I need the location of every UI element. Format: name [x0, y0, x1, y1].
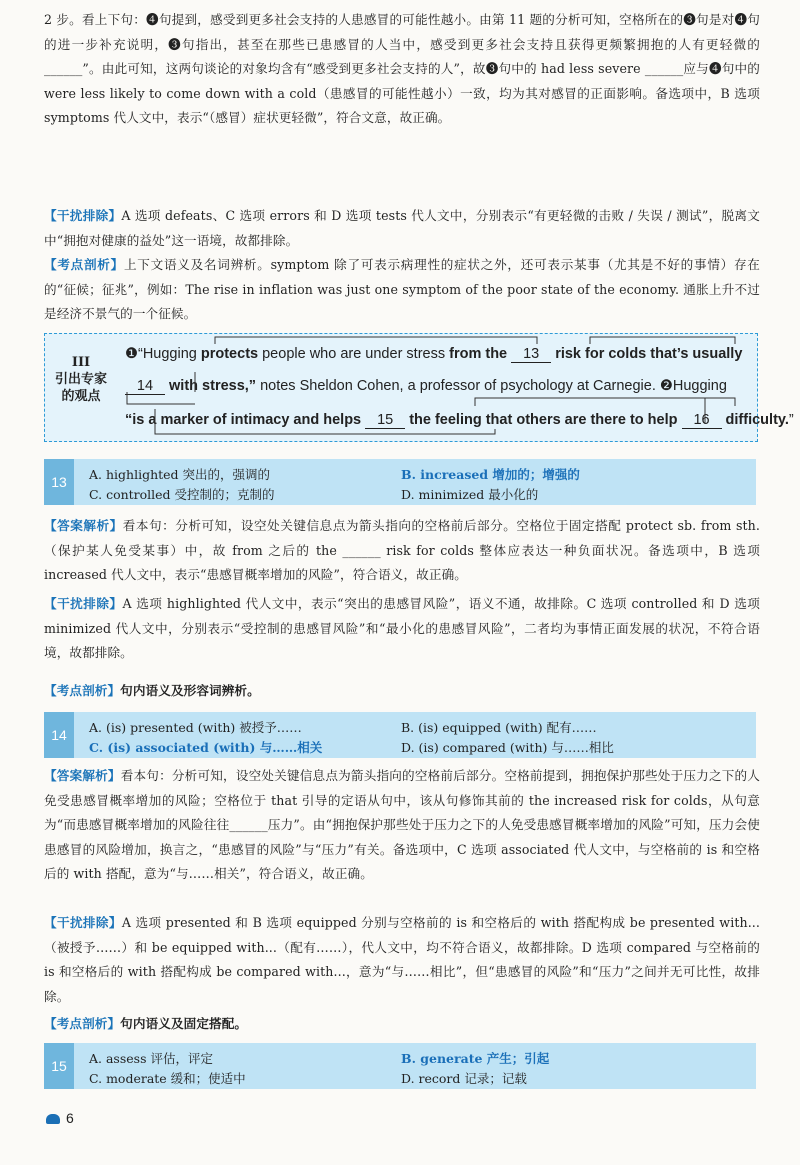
options-q13: [44, 459, 756, 505]
passage-line-1: ❶“Hugging protects people who are under stress from the 13 risk for colds that’s usually: [125, 346, 743, 362]
option-a: A. highlighted 突出的，强调的: [89, 467, 271, 482]
passage-line-2: 14 with stress,” notes Sheldon Cohen, a professor of psychology at Carnegie. ❷Hugging: [125, 378, 727, 395]
section-tag: 【考点剖析】: [44, 257, 124, 272]
paragraph-q14-distractor: 【干扰排除】A 选项 presented 和 B 选项 equipped 分别与空格前的 is 和空格后的 with 搭配构成 be presented with...（被授予……）和 be equipped with...（配有……），代人文中，均不符合语义，故都排除。D 选项 compared 与空格前的 is 和空格后的 with 搭配构成 be compared with...，意为“与……相比”，但“患感冒的风险”和“压力”之间并无可比性，故排除。: [44, 915, 761, 1004]
blank-15: 15: [365, 412, 405, 429]
question-number: 15: [44, 1043, 74, 1089]
blank-13: 13: [511, 346, 551, 363]
options-q14: [44, 712, 756, 758]
options-q15: [44, 1043, 756, 1089]
passage-box: [44, 333, 794, 442]
blank-14: 14: [125, 378, 165, 395]
option-b: B. (is) equipped (with) 配有……: [401, 720, 597, 735]
section-tag: 【答案解析】: [44, 768, 121, 783]
section-tag: 【答案解析】: [44, 518, 123, 533]
passage-line-3: “is a marker of intimacy and helps 15 the feeling that others are there to help 16 difficulty.”: [125, 412, 794, 428]
paragraph-q13-distractor: 【干扰排除】A 选项 highlighted 代人文中，表示“突出的患感冒风险”，语义不通，故排除。C 选项 controlled 和 D 选项 minimized 代人文中，分别表示“受控制的患感冒风险”和“最小化的患感冒风险”，二者均为事情正面发展的状况，不符合语境，故都排除。: [44, 596, 760, 660]
option-b-correct: B. generate 产生；引起: [401, 1051, 550, 1066]
paragraph-q14-point: 【考点剖析】句内语义及固定搭配。: [44, 1016, 248, 1031]
option-c: C. controlled 受控制的；克制的: [89, 487, 275, 502]
paragraph-q12-analysis: 2 步。看上下句：❹句提到，感受到更多社会支持的人患感冒的可能性越小。由第 11 题的分析可知，空格所在的❸句是对❹句的进一步补充说明，❸句指出，甚至在那些已患感冒的人当中，感受到更多社会支持且获得更频繁拥抱的人有更轻微的______”。由此可知，这两句谈论的对象均含有“感受到更多社会支持的人”，故❸句中的 had less severe ______应与❹句中的 were less likely to come down with a cold（患感冒的可能性越小）一致，均为其对感冒的正面影响。备选项中，B 选项 symptoms 代人文中，表示“（感冒）症状更轻微”，符合文意，故正确。: [44, 12, 760, 125]
option-d: D. minimized 最小化的: [401, 487, 539, 502]
section-tag: 【干扰排除】: [44, 208, 122, 223]
paragraph-q12-distractor: 【干扰排除】A 选项 defeats、C 选项 errors 和 D 选项 tests 代人文中，分别表示“有更轻微的击败 / 失误 / 测试”，脱离文中“拥抱对健康的益处”这一语境，故都排除。: [44, 208, 761, 248]
option-a: A. assess 评估，评定: [89, 1051, 213, 1066]
option-d: D. record 记录；记载: [401, 1071, 527, 1086]
section-tag: 【考点剖析】: [44, 1016, 121, 1031]
page-footer: [46, 1110, 74, 1126]
connector-arrows: [45, 334, 757, 441]
book-icon: [46, 1114, 60, 1124]
blank-16: 16: [682, 412, 722, 429]
paragraph-q13-analysis: 【答案解析】看本句：分析可知，设空处关键信息点为箭头指向的空格前后部分。空格位于固定搭配 protect sb. from sth.（保护某人免受某事）中，故 from 之后的 the ______ risk for colds 整体应表达一种负面状况。备选项中，B 选项 increased 代人文中，表示“患感冒概率增加的风险”，符合语义，故正确。: [44, 518, 760, 582]
paragraph-q12-point: 【考点剖析】上下文语义及名词辨析。symptom 除了可表示病理性的症状之外，还可表示某事（尤其是不好的事情）存在的“征候；征兆”，例如：The rise in inflation was just one symptom of the poor state of the economy. 通胀上升不过是经济不景气的一个征候。: [44, 257, 760, 321]
section-tag: 【考点剖析】: [44, 683, 121, 698]
question-number: 14: [44, 712, 74, 758]
option-c-correct: C. (is) associated (with) 与……相关: [89, 740, 323, 755]
section-tag: 【干扰排除】: [44, 596, 123, 611]
option-d: D. (is) compared (with) 与……相比: [401, 740, 614, 755]
option-c: C. moderate 缓和；使适中: [89, 1071, 246, 1086]
paragraph-q13-point: 【考点剖析】句内语义及形容词辨析。: [44, 683, 260, 698]
page-number: 6: [66, 1110, 74, 1126]
paragraph-q14-analysis: 【答案解析】看本句：分析可知，设空处关键信息点为箭头指向的空格前后部分。空格前提到，拥抱保护那些处于压力之下的人免受患感冒概率增加的风险；空格位于 that 引导的定语从句中，该从句修饰其前的 the increased risk for colds，从句意为“而患感冒概率增加的风险往往______压力”。由“拥抱保护那些处于压力之下的人免受患感冒概率增加的风险”可知，压力会使患感冒的风险增加，换言之，“患感冒的风险”与“压力”有关。备选项中，C 选项 associated 代人文中，与空格前的 is 和空格后的 with 搭配，意为“与……相关”，符合语义，故正确。: [44, 768, 761, 881]
passage-section-label: III 引出专家的观点: [54, 355, 107, 404]
option-b-correct: B. increased 增加的；增强的: [401, 467, 580, 482]
question-number: 13: [44, 459, 74, 505]
section-tag: 【干扰排除】: [44, 915, 122, 930]
option-a: A. (is) presented (with) 被授予……: [89, 720, 302, 735]
